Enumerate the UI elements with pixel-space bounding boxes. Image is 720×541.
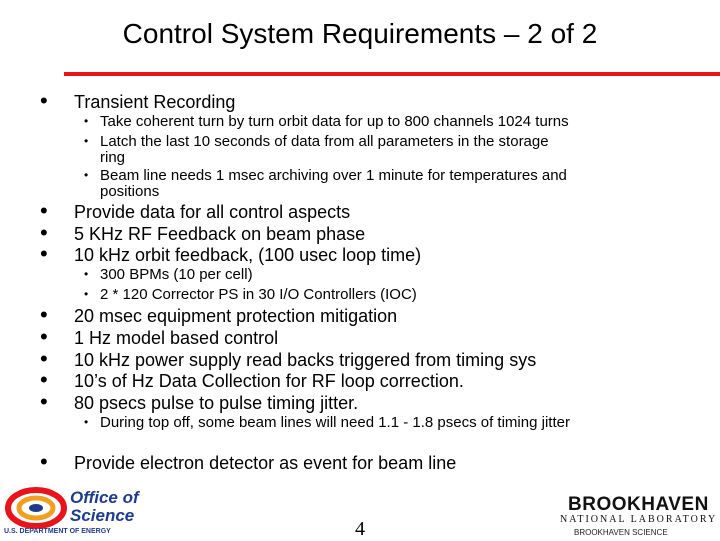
bnl-logo bbox=[556, 494, 720, 540]
science-text: Science bbox=[70, 506, 135, 525]
sub-bullet-icon: • bbox=[84, 287, 89, 301]
bnl-science-text: BROOKHAVEN SCIENCE bbox=[574, 528, 668, 537]
bullet-text: Transient Recording bbox=[74, 92, 236, 112]
bullet-icon: • bbox=[40, 241, 48, 266]
bullet-text: 20 msec equipment protection mitigation bbox=[74, 306, 398, 326]
sub-bullet-icon: • bbox=[84, 134, 89, 148]
sub-bullet-text-continued: ring bbox=[100, 149, 126, 166]
sub-bullet-text: Latch the last 10 seconds of data from all parameters in the storage bbox=[100, 133, 549, 150]
sub-bullet-text: Take coherent turn by turn orbit data for up to 800 channels 1024 turns bbox=[100, 113, 569, 130]
bnl-name: BROOKHAVEN bbox=[568, 494, 709, 515]
bullet-text: Provide data for all control aspects bbox=[74, 202, 351, 222]
bullet-text: 5 KHz RF Feedback on beam phase bbox=[74, 224, 366, 244]
bullet-icon: • bbox=[40, 346, 48, 371]
bullet-text: 10 kHz power supply read backs triggered from timing sys bbox=[74, 350, 537, 370]
sub-bullet-text: During top off, some beam lines will need 1.1 - 1.8 psecs of timing jitter bbox=[100, 414, 570, 431]
sub-bullet-text: Beam line needs 1 msec archiving over 1 minute for temperatures and bbox=[100, 167, 567, 184]
bullet-text: 80 psecs pulse to pulse timing jitter. bbox=[74, 393, 359, 413]
bullet-icon: • bbox=[40, 367, 48, 392]
slide-title: Control System Requirements – 2 of 2 bbox=[122, 18, 598, 49]
bullet-icon: • bbox=[40, 302, 48, 327]
bullet-icon: • bbox=[40, 220, 48, 245]
bullet-icon: • bbox=[40, 198, 48, 223]
sub-bullet-icon: • bbox=[84, 168, 89, 182]
sub-bullet-icon: • bbox=[84, 415, 89, 429]
bullet-text: 1 Hz model based control bbox=[74, 328, 279, 348]
bnl-lab-text: NATIONAL LABORATORY bbox=[560, 514, 718, 525]
sub-bullet-text: 2 * 120 Corrector PS in 30 I/O Controllers (IOC) bbox=[100, 286, 417, 303]
bullet-icon: • bbox=[40, 389, 48, 414]
doe-text: U.S. DEPARTMENT OF ENERGY bbox=[4, 528, 111, 535]
sub-bullet-icon: • bbox=[84, 114, 89, 128]
sub-bullet-text-continued: positions bbox=[100, 183, 160, 200]
bullet-text: Provide electron detector as event for beam line bbox=[74, 453, 457, 473]
doe-swirl-icon bbox=[4, 486, 68, 530]
page-number: 4 bbox=[355, 518, 365, 540]
sub-bullet-icon: • bbox=[84, 267, 89, 281]
bullet-text: 10’s of Hz Data Collection for RF loop correction. bbox=[74, 371, 464, 391]
sub-bullet-text: 300 BPMs (10 per cell) bbox=[100, 266, 253, 283]
title-divider bbox=[64, 72, 720, 76]
office-of-text: Office of bbox=[70, 488, 139, 507]
bullet-icon: • bbox=[40, 324, 48, 349]
bullet-icon: • bbox=[40, 449, 48, 474]
bullet-text: 10 kHz orbit feedback, (100 usec loop time) bbox=[74, 245, 422, 265]
bullet-icon: • bbox=[40, 88, 48, 113]
office-of-science-logo bbox=[0, 484, 160, 540]
